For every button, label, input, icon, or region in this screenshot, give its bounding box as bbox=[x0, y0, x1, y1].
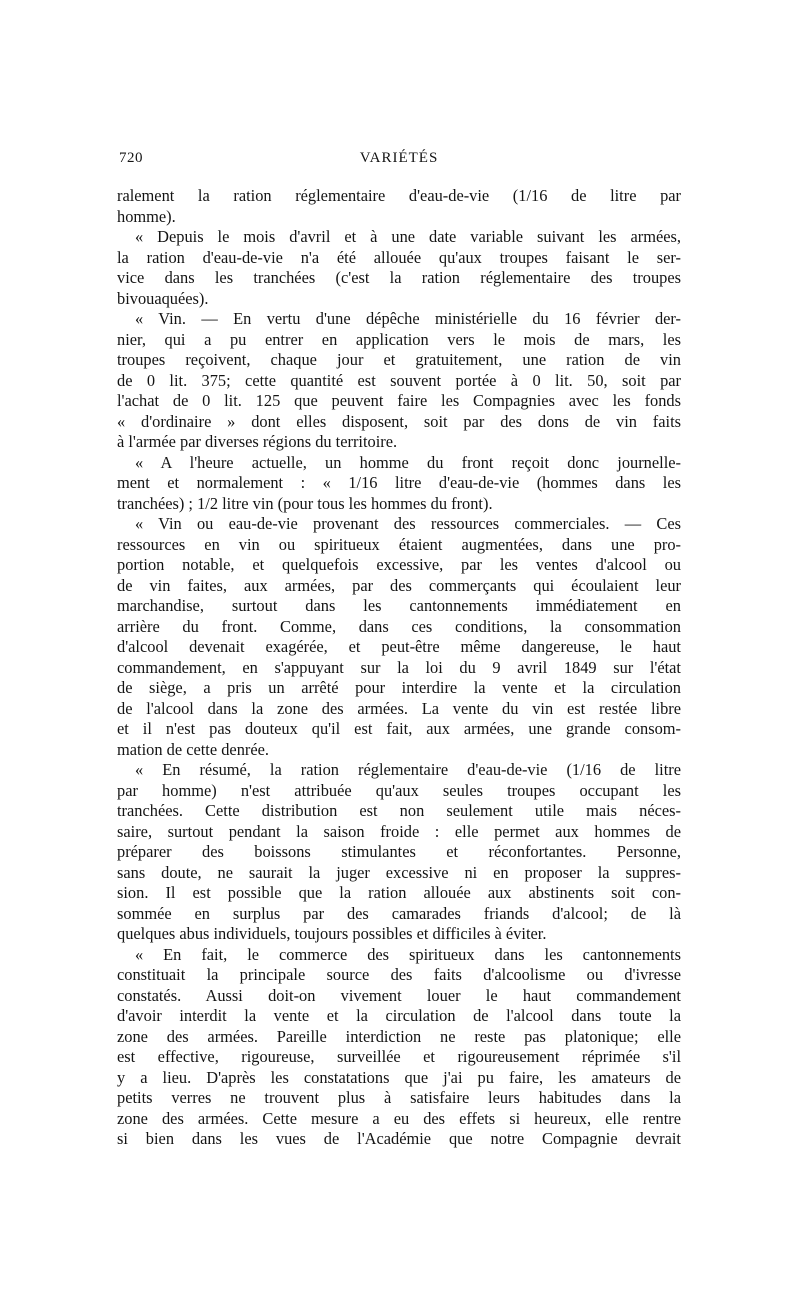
text-line: si bien dans les vues de l'Académie que notre Compagnie devrait bbox=[117, 1129, 681, 1148]
text-line: de 0 lit. 375; cette quantité est souvent portée à 0 lit. 50, soit par bbox=[117, 370, 681, 390]
text-line: tranchées) ; 1/2 litre vin (pour tous les hommes du front). bbox=[117, 493, 493, 513]
text-line: commandement, en s'appuyant sur la loi du 9 avril 1849 sur l'état bbox=[117, 657, 681, 677]
text-line: mation de cette denrée. bbox=[117, 739, 269, 759]
text-line: la ration d'eau-de-vie n'a été allouée qu'aux troupes faisant le ser- bbox=[117, 247, 681, 267]
text-line: arrière du front. Comme, dans ces conditions, la consommation bbox=[117, 616, 681, 636]
body-text bbox=[117, 186, 681, 1150]
text-line: est effective, rigoureuse, surveillée et rigoureusement réprimée s'il bbox=[117, 1047, 681, 1066]
text-line: de siège, a pris un arrêté pour interdire la vente et la circulation bbox=[117, 678, 681, 697]
text-line: zone des armées. Pareille interdiction ne reste pas platonique; elle bbox=[117, 1026, 681, 1046]
text-line: petits verres ne trouvent plus à satisfaire leurs habitudes dans la bbox=[117, 1088, 681, 1107]
text-line: homme). bbox=[117, 206, 176, 226]
text-line: ressources en vin ou spiritueux étaient augmentées, dans une pro- bbox=[117, 534, 681, 554]
text-line: nier, qui a pu entrer en application vers le mois de mars, les bbox=[117, 329, 681, 349]
text-line: d'avoir interdit la vente et la circulation de l'alcool dans toute la bbox=[117, 1006, 681, 1025]
text-line: d'alcool devenait exagérée, et peut-être même dangereuse, le haut bbox=[117, 637, 681, 656]
text-line: préparer des boissons stimulantes et réconfortantes. Personne, bbox=[117, 842, 681, 861]
text-line: à l'armée par diverses régions du territoire. bbox=[117, 432, 398, 451]
text-line: et il n'est pas douteux qu'il est fait, aux armées, une grande consom- bbox=[117, 719, 681, 738]
text-line: troupes reçoivent, chaque jour et gratuitement, une ration de vin bbox=[117, 350, 681, 369]
text-line: par homme) n'est attribuée qu'aux seules troupes occupant les bbox=[117, 780, 681, 800]
text-line: vice dans les tranchées (c'est la ration réglementaire des troupes bbox=[117, 268, 681, 287]
text-line: sommée en surplus par des camarades friands d'alcool; de là bbox=[117, 903, 681, 923]
running-head bbox=[117, 150, 681, 176]
text-line: « Vin ou eau-de-vie provenant des ressources commerciales. — Ces bbox=[135, 514, 681, 533]
text-line: y a lieu. D'après les constatations que j'ai pu faire, les amateurs de bbox=[117, 1067, 681, 1087]
text-line: bivouaquées). bbox=[117, 288, 209, 308]
text-line: portion notable, et quelquefois excessive, par les ventes d'alcool ou bbox=[117, 555, 681, 574]
text-line: « d'ordinaire » dont elles disposent, soit par des dons de vin faits bbox=[117, 411, 681, 431]
text-line: ralement la ration réglementaire d'eau-de-vie (1/16 de litre par bbox=[117, 186, 681, 205]
text-line: « En fait, le commerce des spiritueux dans les cantonnements bbox=[135, 944, 681, 964]
text-line: constatés. Aussi doit-on vivement louer le haut commandement bbox=[117, 985, 681, 1005]
text-line: constituait la principale source des faits d'alcoolisme ou d'ivresse bbox=[117, 965, 681, 984]
text-line: « En résumé, la ration réglementaire d'eau-de-vie (1/16 de litre bbox=[135, 760, 681, 779]
text-line: de l'alcool dans la zone des armées. La vente du vin est restée libre bbox=[117, 698, 681, 718]
text-line: de vin faites, aux armées, par des commerçants qui écoulaient leur bbox=[117, 575, 681, 595]
text-line: tranchées. Cette distribution est non seulement utile mais néces- bbox=[117, 801, 681, 820]
text-line: saire, surtout pendant la saison froide : elle permet aux hommes de bbox=[117, 821, 681, 841]
book-page bbox=[117, 150, 681, 1150]
text-line: « A l'heure actuelle, un homme du front reçoit donc journelle- bbox=[135, 452, 681, 472]
text-line: zone des armées. Cette mesure a eu des effets si heureux, elle rentre bbox=[117, 1108, 681, 1128]
text-line: marchandise, surtout dans les cantonnements immédiatement en bbox=[117, 596, 681, 615]
text-line: ment et normalement : « 1/16 litre d'eau-de-vie (hommes dans les bbox=[117, 473, 681, 492]
page-number: 720 bbox=[119, 150, 143, 166]
text-line: quelques abus individuels, toujours possibles et difficiles à éviter. bbox=[117, 924, 547, 943]
text-line: « Vin. — En vertu d'une dépêche ministérielle du 16 février der- bbox=[135, 309, 681, 328]
text-line: l'achat de 0 lit. 125 que peuvent faire les Compagnies avec les fonds bbox=[117, 391, 681, 410]
text-line: sion. Il est possible que la ration allouée aux abstinents soit con- bbox=[117, 883, 681, 902]
text-line: sans doute, ne saurait la juger excessive ni en proposer la suppres- bbox=[117, 862, 681, 882]
text-line: « Depuis le mois d'avril et à une date variable suivant les armées, bbox=[135, 227, 681, 246]
running-title: VARIÉTÉS bbox=[359, 150, 439, 166]
